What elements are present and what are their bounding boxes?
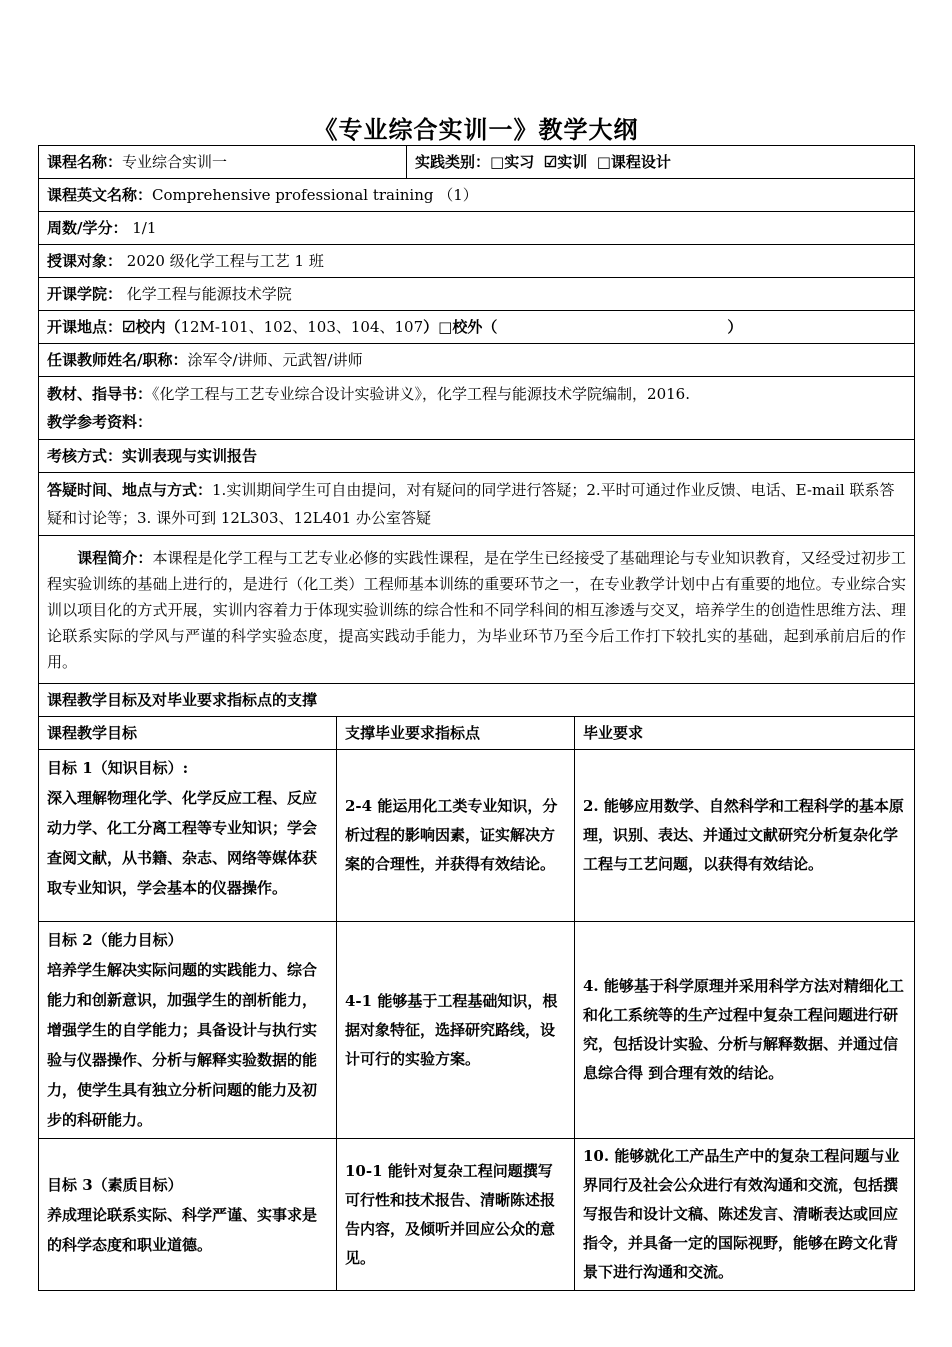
goal-3-cell	[39, 1139, 337, 1291]
teachers-value: 涂军令/讲师、元武智/讲师	[187, 351, 363, 369]
row-objectives-header	[39, 717, 915, 750]
goal-1-cell	[39, 750, 337, 922]
weeks-credits-cell	[39, 212, 915, 245]
location-offcampus: ）□校外（	[423, 318, 498, 336]
audience-cell	[39, 245, 915, 278]
college-value: 化学工程与能源技术学院	[126, 285, 292, 303]
course-name-label: 课程名称：	[47, 153, 123, 171]
goal-3-title: 目标 3（素质目标）	[47, 1175, 183, 1194]
goal-2-cell	[39, 922, 337, 1139]
row-textbook	[39, 377, 915, 440]
assessment-label: 考核方式：	[47, 447, 123, 465]
location-rooms: 12M-101、102、103、104、107	[180, 318, 424, 336]
assessment-cell	[39, 440, 915, 473]
row-objective-1	[39, 750, 915, 922]
college-label: 开课学院：	[47, 285, 123, 303]
practice-option-course-design: □课程设计	[596, 153, 671, 171]
location-oncampus: ☑校内（	[122, 318, 181, 336]
qa-label: 答疑时间、地点与方式：	[47, 481, 213, 499]
english-name-cell	[39, 179, 915, 212]
indicator-2-cell: 4-1 能够基于工程基础知识，根据对象特征，选择研究路线，设计可行的实验方案。	[337, 922, 575, 1139]
course-name-cell	[39, 146, 407, 179]
row-intro	[39, 536, 915, 684]
practice-option-training: ☑实训	[543, 153, 588, 171]
assessment-value: 实训表现与实训报告	[122, 447, 258, 465]
row-objective-3	[39, 1139, 915, 1291]
qa-value: 1.实训期间学生可自由提问，对有疑问的同学进行答疑；2.平时可通过作业反馈、电话、E-mail 联系答疑和讨论等；3. 课外可到 12L303、12L401 办公室答疑	[47, 481, 895, 527]
row-objectives-title	[39, 684, 915, 717]
references-label: 教学参考资料：	[47, 413, 153, 431]
qa-cell	[39, 473, 915, 536]
requirement-2-cell: 4. 能够基于科学原理并采用科学方法对精细化工和化工系统等的生产过程中复杂工程问题进行研究，包括设计实验、分析与解释数据、并通过信息综合得 到合理有效的结论。	[575, 922, 915, 1139]
weeks-credits-label: 周数/学分：	[47, 219, 128, 237]
indicator-1-cell: 2-4 能运用化工类专业知识，分析过程的影响因素，证实解决方案的合理性，并获得有效结论。	[337, 750, 575, 922]
english-name-label: 课程英文名称：	[47, 186, 153, 204]
requirement-3-cell: 10. 能够就化工产品生产中的复杂工程问题与业界同行及社会公众进行有效沟通和交流，包括撰写报告和设计文稿、陈述发言、清晰表达或回应指令，并具备一定的国际视野，能够在跨文化背景下进行沟通和交流。	[575, 1139, 915, 1291]
row-qa	[39, 473, 915, 536]
row-course-name	[39, 146, 915, 179]
college-cell	[39, 278, 915, 311]
practice-type-cell	[407, 146, 915, 179]
header-requirement: 毕业要求	[575, 717, 915, 750]
goal-2-text: 培养学生解决实际问题的实践能力、综合能力和创新意识，加强学生的剖析能力，增强学生的自学能力；具备设计与执行实验与仪器操作、分析与解释实验数据的能力，使学生具有独立分析问题的能力及初 步的科研能力。	[47, 961, 318, 1129]
header-indicator: 支撑毕业要求指标点	[337, 717, 575, 750]
row-assessment	[39, 440, 915, 473]
audience-value: 2020 级化学工程与工艺 1 班	[126, 252, 324, 270]
header-goal: 课程教学目标	[39, 717, 337, 750]
course-name-value: 专业综合实训一	[122, 153, 228, 171]
row-weeks-credits	[39, 212, 915, 245]
weeks-credits-value: 1/1	[132, 219, 157, 237]
goal-3-text: 养成理论联系实际、科学严谨、实事求是的科学态度和职业道德。	[47, 1205, 318, 1254]
textbook-cell	[39, 377, 915, 440]
teachers-cell	[39, 344, 915, 377]
intro-value: 本课程是化学工程与工艺专业必修的实践性课程，是在学生已经接受了基础理论与专业知识教育，又经受过初步工程实验训练的基础上进行的，是进行（化工类）工程师基本训练的重要环节之一，在专业教学计划中占有重要的地位。专业综合实训以项目化的方式开展，实训内容着力于体现实验训练的综合性和不同学科间的相互渗透与交叉，培养学生的创造性思维方法、理论联系实际的学风与严谨的科学实验态度，提高实践动手能力，为毕业环节乃至今后工作打下较扎实的基础，起到承前启后的作用。	[47, 548, 906, 671]
page-title: 《专业综合实训一》教学大纲	[313, 115, 639, 144]
practice-type-label: 实践类别：	[415, 153, 491, 171]
row-college	[39, 278, 915, 311]
practice-option-internship: □实习	[490, 153, 535, 171]
goal-1-text: 深入理解物理化学、化学反应工程、反应动力学、化工分离工程等专业知识；学会查阅文献，从书籍、杂志、网络等媒体获取专业知识，学会基本的仪器操作。	[47, 789, 318, 897]
requirement-1-cell: 2. 能够应用数学、自然科学和工程科学的基本原理，识别、表达、并通过文献研究分析复杂化学工程与工艺问题，以获得有效结论。	[575, 750, 915, 922]
location-cell	[39, 311, 915, 344]
intro-label: 课程简介：	[77, 548, 153, 567]
row-location	[39, 311, 915, 344]
row-audience	[39, 245, 915, 278]
location-close: ）	[727, 318, 743, 336]
goal-1-title: 目标 1（知识目标）:	[47, 759, 189, 777]
intro-cell	[39, 536, 915, 684]
audience-label: 授课对象：	[47, 252, 123, 270]
indicator-3-cell: 10-1 能针对复杂工程问题撰写可行性和技术报告、清晰陈述报告内容，及倾听并回应公众的意见。	[337, 1139, 575, 1291]
syllabus-table	[38, 145, 915, 1291]
goal-2-title: 目标 2（能力目标）	[47, 931, 183, 949]
english-name-value: Comprehensive professional training （1）	[152, 186, 478, 204]
row-teachers	[39, 344, 915, 377]
row-english-name	[39, 179, 915, 212]
objectives-section-title: 课程教学目标及对毕业要求指标点的支撑	[39, 684, 915, 717]
teachers-label: 任课教师姓名/职称：	[47, 351, 188, 369]
textbook-value: 《化学工程与工艺专业综合设计实验讲义》，化学工程与能源技术学院编制，2016.	[152, 385, 690, 403]
row-objective-2	[39, 922, 915, 1139]
location-label: 开课地点：	[47, 318, 123, 336]
textbook-label: 教材、指导书：	[47, 385, 153, 403]
